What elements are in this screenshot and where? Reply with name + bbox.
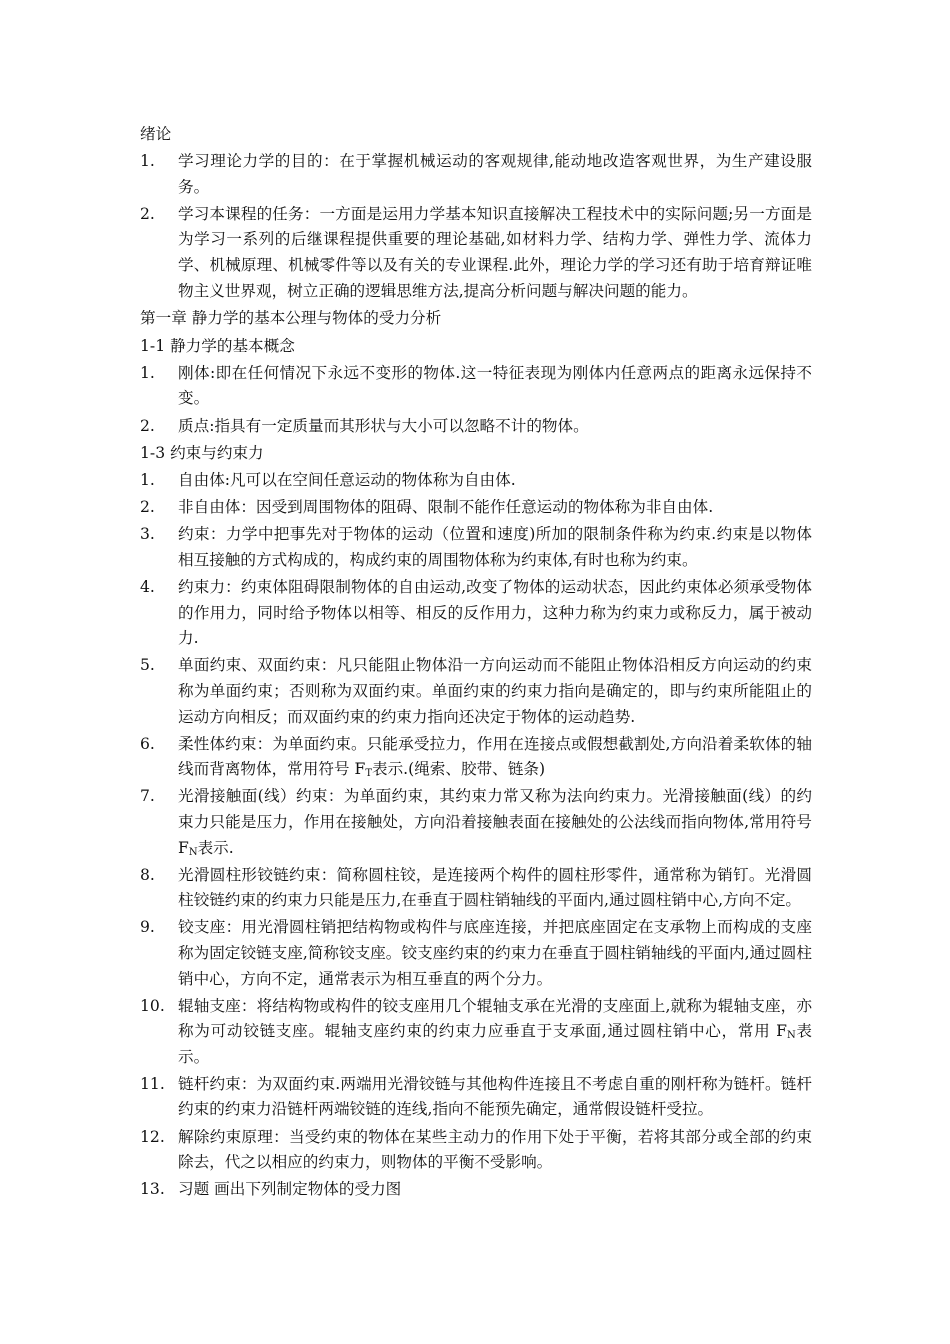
item-number: 12. xyxy=(140,1127,165,1146)
item-text: 单面约束、双面约束：凡只能阻止物体沿一方向运动而不能阻止物体沿相反方向运动的约束称为单面约束；否则称为双面约束。单面约束的约束力指向是确定的，即与约束所能阻止的运动方向相反；而双面约束的约束力指向还决定于物体的运动趋势. xyxy=(178,656,812,726)
item-text: 链杆约束：为双面约束.两端用光滑铰链与其他构件连接且不考虑自重的刚杆称为链杆。链杆约束的约束力沿链杆两端铰链的连线,指向不能预先确定，通常假设链杆受拉。 xyxy=(178,1074,812,1119)
item-number: 4. xyxy=(140,578,155,597)
item-number: 1. xyxy=(140,471,155,490)
item-text: 铰支座：用光滑圆柱销把结构物或构件与底座连接，并把底座固定在支承物上而构成的支座称为固定铰链支座,简称铰支座。铰支座约束的约束力在垂直于圆柱销轴线的平面内,通过圆柱销中心，方向不定，通常表示为相互垂直的两个分力。 xyxy=(178,918,812,988)
item-text-after: 表示.(绳索、胶带、链条) xyxy=(371,760,546,779)
intro-item-1 xyxy=(140,149,812,200)
item-number: 11. xyxy=(140,1074,165,1093)
item-text: 自由体:凡可以在空间任意运动的物体称为自由体. xyxy=(178,471,516,490)
item-text-before: 柔性体约束：为单面约束。只能承受拉力，作用在连接点或假想截割处,方向沿着柔软体的轴线而背离物体，常用符号 F xyxy=(178,734,812,779)
item-number: 13. xyxy=(140,1180,165,1199)
item-text: 习题 画出下列制定物体的受力图 xyxy=(178,1180,402,1199)
section-1-3-item-6 xyxy=(140,732,812,783)
section-1-1-heading: 1-1 静力学的基本概念 xyxy=(140,336,295,355)
document-page xyxy=(140,122,812,1203)
item-text: 刚体:即在任何情况下永远不变形的物体.这一特征表现为刚体内任意两点的距离永远保持不变。 xyxy=(178,363,812,408)
item-number: 10. xyxy=(140,996,165,1015)
item-text-after: 表示。 xyxy=(178,1022,812,1066)
section-1-3-item-1 xyxy=(140,468,812,494)
item-number: 3. xyxy=(140,525,155,544)
item-text-after: 表示. xyxy=(197,838,234,857)
section-1-3-item-10 xyxy=(140,994,812,1071)
section-1-3-item-8 xyxy=(140,863,812,914)
force-subscript: T xyxy=(365,768,372,780)
chapter-1-heading: 第一章 静力学的基本公理与物体的受力分析 xyxy=(140,309,442,328)
item-number: 7. xyxy=(140,787,155,806)
item-number: 6. xyxy=(140,734,155,753)
item-text-before: 光滑接触面(线）约束：为单面约束，其约束力常又称为法向约束力。光滑接触面(线）的约束力只能是压力，作用在接触处，方向沿着接触表面在接触处的公法线而指向物体,常用符号 F xyxy=(178,787,812,857)
intro-heading: 绪论 xyxy=(140,125,172,143)
section-1-1-item-2 xyxy=(140,414,812,440)
item-text: 质点:指具有一定质量而其形状与大小可以忽略不计的物体。 xyxy=(178,416,589,435)
item-number: 2. xyxy=(140,416,155,435)
item-text: 学习理论力学的目的：在于掌握机械运动的客观规律,能动地改造客观世界，为生产建设服务。 xyxy=(178,152,812,196)
section-1-3-item-5 xyxy=(140,653,812,730)
item-text: 学习本课程的任务：一方面是运用力学基本知识直接解决工程技术中的实际问题;另一方面是为学习一系列的后继课程提供重要的理论基础,如材料力学、结构力学、弹性力学、流体力学、机械原理、机械零件等以及有关的专业课程.此外，理论力学的学习还有助于培育辩证唯物主义世界观，树立正确的逻辑思维方法,提高分析问题与解决问题的能力。 xyxy=(178,204,812,300)
item-number: 1. xyxy=(140,152,155,171)
force-subscript: N xyxy=(786,1030,796,1042)
section-1-3-item-4 xyxy=(140,575,812,652)
section-1-3-item-2 xyxy=(140,495,812,521)
section-1-3-item-7 xyxy=(140,784,812,861)
item-text: 光滑圆柱形铰链约束：简称圆柱铰，是连接两个构件的圆柱形零件，通常称为销钉。光滑圆柱铰链约束的约束力只能是压力,在垂直于圆柱销轴线的平面内,通过圆柱销中心,方向不定。 xyxy=(178,865,812,910)
item-number: 5. xyxy=(140,656,155,675)
item-number: 8. xyxy=(140,865,155,884)
section-1-3-item-9 xyxy=(140,915,812,992)
section-1-3-item-13 xyxy=(140,1177,812,1203)
item-number: 2. xyxy=(140,204,155,223)
section-1-3-heading: 1-3 约束与约束力 xyxy=(140,444,264,463)
force-subscript: N xyxy=(188,846,198,858)
section-1-3-item-12 xyxy=(140,1125,812,1176)
section-1-1-item-1 xyxy=(140,361,812,412)
item-text: 约束：力学中把事先对于物体的运动（位置和速度)所加的限制条件称为约束.约束是以物体相互接触的方式构成的，构成约束的周围物体称为约束体,有时也称为约束。 xyxy=(178,525,812,569)
section-1-3-item-3 xyxy=(140,522,812,573)
item-text: 非自由体：因受到周围物体的阻碍、限制不能作任意运动的物体称为非自由体. xyxy=(178,498,714,517)
item-number: 9. xyxy=(140,918,155,937)
intro-item-2 xyxy=(140,202,812,304)
item-number: 2. xyxy=(140,498,155,517)
item-number: 1. xyxy=(140,363,155,382)
item-text-before: 辊轴支座：将结构物或构件的铰支座用几个辊轴支承在光滑的支座面上,就称为辊轴支座，亦称为可动铰链支座。辊轴支座约束的约束力应垂直于支承面,通过圆柱销中心，常用 F xyxy=(178,996,812,1041)
item-text: 解除约束原理：当受约束的物体在某些主动力的作用下处于平衡，若将其部分或全部的约束除去，代之以相应的约束力，则物体的平衡不受影响。 xyxy=(178,1127,812,1172)
section-1-3-item-11 xyxy=(140,1072,812,1123)
item-text: 约束力：约束体阻碍限制物体的自由运动,改变了物体的运动状态，因此约束体必须承受物体的作用力，同时给予物体以相等、相反的反作用力，这种力称为约束力或称反力，属于被动力. xyxy=(178,578,812,648)
